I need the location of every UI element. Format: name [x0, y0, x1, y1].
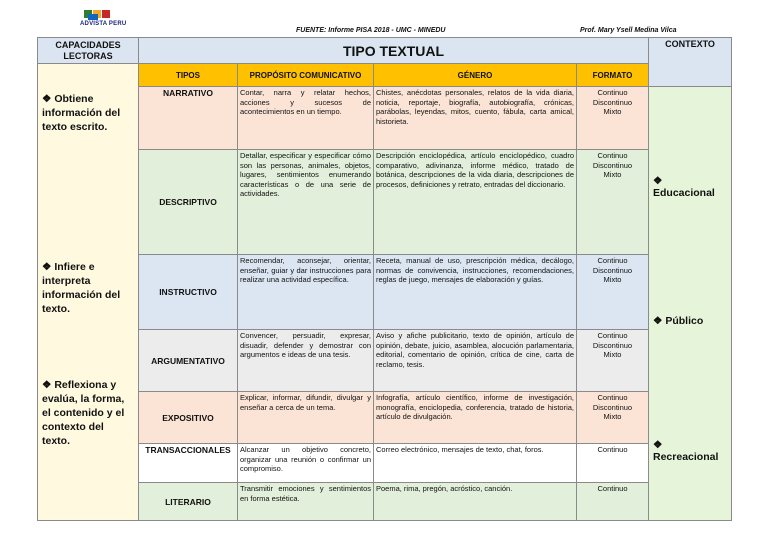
- tipo-cell: INSTRUCTIVO: [139, 255, 238, 330]
- capacidades-header: CAPACIDADES LECTORAS: [38, 38, 139, 64]
- capacidades-cell: [38, 64, 139, 521]
- page-header: [0, 0, 768, 37]
- table-row: [38, 330, 732, 392]
- table-row: [38, 392, 732, 444]
- tipo-cell: LITERARIO: [139, 483, 238, 521]
- proposito-cell: Recomendar, aconsejar, orientar, enseñar, guiar y dar instrucciones para realizar una actividad específica.: [238, 255, 374, 330]
- genero-cell: Chistes, anécdotas personales, relatos de la vida diaria, noticia, reportaje, biografía, autobiografía, crónicas, parábolas, leyendas, mitos, cuento, fábula, carta amical, historieta.: [374, 87, 577, 150]
- col-genero: GÉNERO: [374, 64, 577, 87]
- logo: [80, 10, 127, 30]
- table-row: [38, 87, 732, 150]
- col-tipos: TIPOS: [139, 64, 238, 87]
- table-row: [38, 150, 732, 255]
- genero-cell: Infografía, artículo científico, informe de investigación, monografía, enciclopedia, conferencia, tratado de historia, artículo de divulgación.: [374, 392, 577, 444]
- tipo-textual-header: TIPO TEXTUAL: [139, 38, 649, 64]
- col-formato: FORMATO: [577, 64, 649, 87]
- capacidad-obtiene: ❖ Obtiene información del texto escrito.: [42, 93, 121, 133]
- author-note: Prof. Mary Ysell Medina Vilca: [580, 27, 677, 34]
- table-row: [38, 483, 732, 521]
- contexto-cell: [649, 87, 732, 521]
- formato-cell: Continuo: [577, 444, 649, 483]
- source-note: FUENTE: Informe PISA 2018 - UMC - MINEDU: [296, 27, 446, 34]
- proposito-cell: Transmitir emociones y sentimientos en forma estética.: [238, 483, 374, 521]
- formato-cell: Continuo: [577, 483, 649, 521]
- logo-text: ADVISTA PERU: [80, 21, 127, 27]
- contexto-header: CONTEXTO: [649, 38, 732, 87]
- proposito-cell: Detallar, especificar y especificar cómo son las personas, animales, objetos, lugares, sentimientos enumerando características o de una serie de actividades.: [238, 150, 374, 255]
- proposito-cell: Explicar, informar, difundir, divulgar y enseñar a cerca de un tema.: [238, 392, 374, 444]
- table-row: [38, 444, 732, 483]
- genero-cell: Poema, rima, pregón, acróstico, canción.: [374, 483, 577, 521]
- tipo-cell: EXPOSITIVO: [139, 392, 238, 444]
- tipo-cell: ARGUMENTATIVO: [139, 330, 238, 392]
- formato-cell: Continuo Discontinuo Mixto: [577, 87, 649, 150]
- formato-cell: Continuo Discontinuo Mixto: [577, 150, 649, 255]
- proposito-cell: Contar, narra y relatar hechos, acciones y sucesos de acontecimientos en un tiempo.: [238, 87, 374, 150]
- genero-cell: Descripción enciclopédica, artículo enciclopédico, cuadro comparativo, adivinanza, informe médico, tratado de botánica, descripciones de la vida diaria, descripciones de procesos, definiciones y retrato, entradas del diccionario.: [374, 150, 577, 255]
- capacidad-reflexiona: ❖ Reflexiona y evalúa, la forma, el contenido y el contexto del texto.: [42, 379, 125, 447]
- capacidad-infiere: ❖ Infiere e interpreta información del texto.: [42, 261, 121, 315]
- formato-cell: Continuo Discontinuo Mixto: [577, 255, 649, 330]
- genero-cell: Aviso y afiche publicitario, texto de opinión, artículo de opinión, debate, juicio, asamblea, alocución parlamentaria, editorial, comentario de opinión, crítica de cine, carta de reclamo, tesis.: [374, 330, 577, 392]
- proposito-cell: Alcanzar un objetivo concreto, organizar una reunión o confirmar un compromiso.: [238, 444, 374, 483]
- formato-cell: Continuo Discontinuo Mixto: [577, 330, 649, 392]
- tipo-cell: NARRATIVO: [139, 87, 238, 150]
- text-types-table: [37, 37, 732, 521]
- table-row: [38, 255, 732, 330]
- genero-cell: Receta, manual de uso, prescripción médica, decálogo, normas de convivencia, instrucciones, recomendaciones, reglas de juego, mensajes de elaboración y guías.: [374, 255, 577, 330]
- col-proposito: PROPÓSITO COMUNICATIVO: [238, 64, 374, 87]
- tipo-cell: DESCRIPTIVO: [139, 150, 238, 255]
- proposito-cell: Convencer, persuadir, expresar, disuadir, defender y demostrar con argumentos e ideas de una tesis.: [238, 330, 374, 392]
- contexto-recreacional: ❖ Recreacional: [653, 439, 719, 463]
- genero-cell: Correo electrónico, mensajes de texto, chat, foros.: [374, 444, 577, 483]
- formato-cell: Continuo Discontinuo Mixto: [577, 392, 649, 444]
- contexto-publico: ❖ Público: [653, 315, 704, 327]
- contexto-educacional: ❖ Educacional: [653, 175, 715, 199]
- tipo-cell: TRANSACCIONALES: [139, 444, 238, 483]
